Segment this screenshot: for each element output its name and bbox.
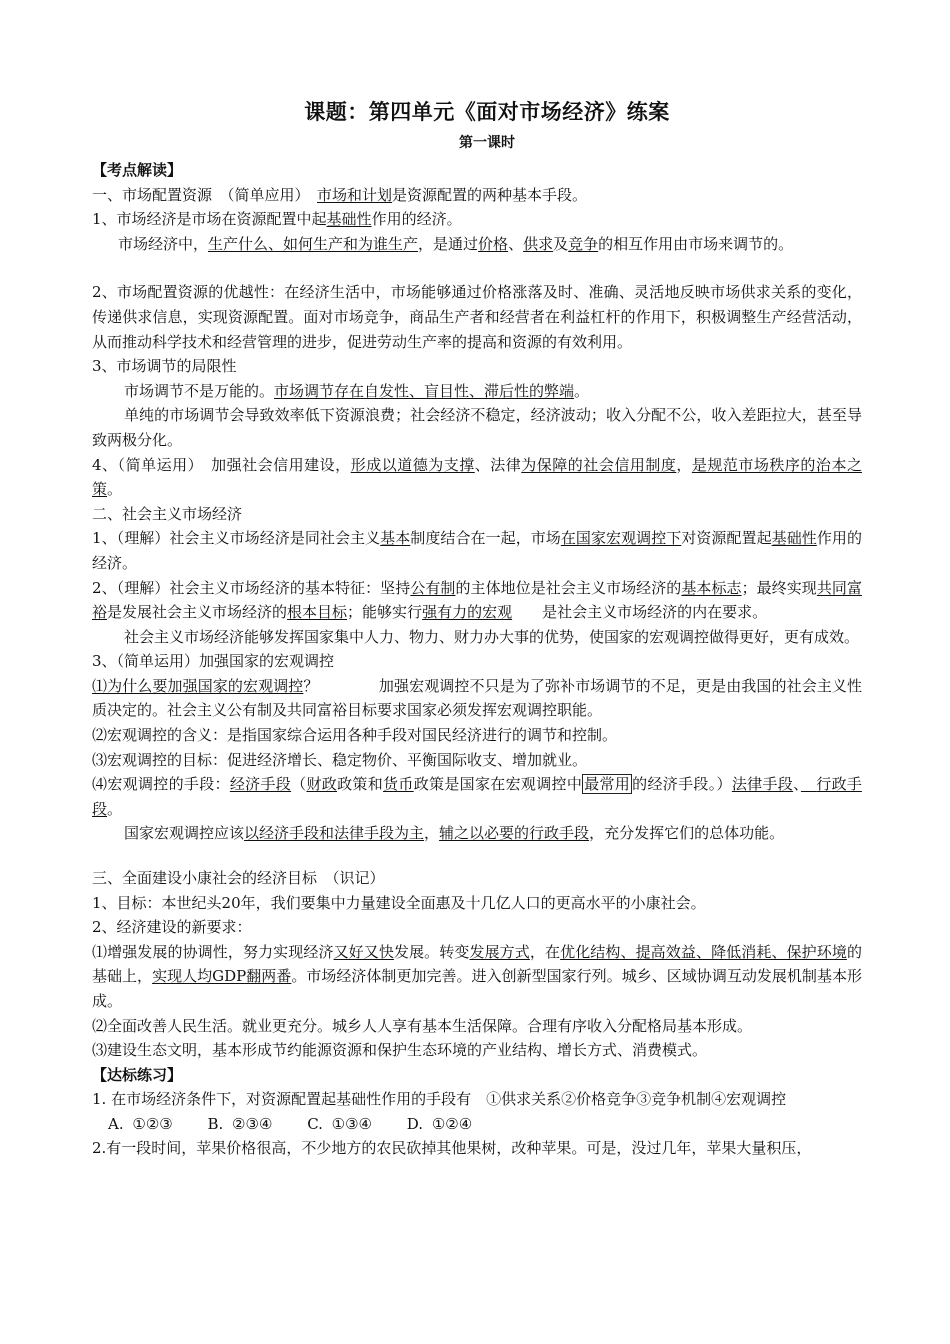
s1-point-3a: 市场调节不是万能的。市场调节存在自发性、盲目性、滞后性的弊端。 xyxy=(124,381,590,400)
s1-point-1b: 市场经济中，生产什么、如何生产和为谁生产，是通过价格、供求及竞争的相互作用由市场来调节的。 xyxy=(118,234,794,253)
option-b: B. ②③④ xyxy=(207,1114,273,1133)
section-2-heading: 二、社会主义市场经济 xyxy=(92,504,243,523)
dabiao-heading: 【达标练习】 xyxy=(92,1065,183,1084)
s2-point-3: 3、（简单运用）加强国家的宏观调控 xyxy=(92,652,335,671)
s1-point-3b: 单纯的市场调节会导致效率低下资源浪费；社会经济不稳定，经济波动；收入分配不公，收入差距拉大，甚至导致两极分化。 xyxy=(92,406,862,449)
boxed-term: 最常用 xyxy=(584,775,631,794)
s2-point-2b: 社会主义市场经济能够发挥国家集中人力、物力、财力办大事的优势，使国家的宏观调控做得更好，更有成效。 xyxy=(124,627,860,646)
s1-point-2: 2、市场配置资源的优越性：在经济生活中，市场能够通过价格涨落及时、准确、灵活地反映市场供求关系的变化，传递供求信息，实现资源配置。面对市场竞争，商品生产者和经营者在利益杠杆的作用下，积极调整生产经营活动，从而推动科学技术和经营管理的进步，促进劳动生产率的提高和资源的有效利用。 xyxy=(92,283,862,351)
s2-q4: ⑷宏观调控的手段：经济手段（财政政策和货币政策是国家在宏观调控中 最常用 的经济手段。）法律手段、 行政手段。 xyxy=(92,775,862,818)
s3-r3: ⑶建设生态文明，基本形成节约能源资源和保护生态环境的产业结构、增长方式、消费模式。 xyxy=(92,1041,708,1060)
s2-q5: 国家宏观调控应该以经济手段和法律手段为主，辅之以必要的行政手段，充分发挥它们的总体功能。 xyxy=(124,824,785,843)
s3-point-2: 2、经济建设的新要求： xyxy=(92,918,252,937)
exercise-1-options xyxy=(92,1112,862,1136)
s3-r1: ⑴增强发展的协调性，努力实现经济又好又快发展。转变发展方式，在优化结构、提高效益、降低消耗、保护环境的基础上，实现人均GDP翻两番。市场经济体制更加完善。进入创新型国家行列。城乡、区域协调互动发展机制基本形成。 xyxy=(92,942,862,1010)
page-title: 课题：第四单元《面对市场经济》练案 xyxy=(304,99,670,124)
exercise-1: 1. 在市场经济条件下，对资源配置起基础性作用的手段有 ①供求关系②价格竞争③竞争机制④宏观调控 xyxy=(92,1090,787,1109)
option-d: D. ①②④ xyxy=(406,1114,473,1133)
document-page xyxy=(92,96,862,1161)
option-c: C. ①③④ xyxy=(307,1114,373,1133)
s1-point-1: 1、市场经济是市场在资源配置中起基础性作用的经济。 xyxy=(92,210,462,229)
s2-point-1: 1、（理解）社会主义市场经济是同社会主义基本制度结合在一起，市场在国家宏观调控下对资源配置起基础性作用的经济。 xyxy=(92,529,862,572)
section-1-heading: 一、市场配置资源 （简单应用） 市场和计划是资源配置的两种基本手段。 xyxy=(92,185,588,204)
s1-point-4: 4、（简单运用） 加强社会信用建设，形成以道德为支撑、法律为保障的社会信用制度，是规范市场秩序的治本之策。 xyxy=(92,455,862,499)
exercise-2: 2.有一段时间，苹果价格很高，不少地方的农民砍掉其他果树，改种苹果。可是，没过几年，苹果大量积压， xyxy=(92,1138,812,1157)
page-subtitle: 第一课时 xyxy=(459,135,515,151)
s1-point-3: 3、市场调节的局限性 xyxy=(92,357,237,376)
s3-r2: ⑵全面改善人民生活。就业更充分。城乡人人享有基本生活保障。合理有序收入分配格局基本形成。 xyxy=(92,1016,753,1035)
section-3-heading: 三、全面建设小康社会的经济目标 （识记） xyxy=(92,869,385,888)
kaodian-heading: 【考点解读】 xyxy=(92,161,183,179)
s2-q2: ⑵宏观调控的含义：是指国家综合运用各种手段对国民经济进行的调节和控制。 xyxy=(92,726,618,745)
s2-q1: ⑴为什么要加强国家的宏观调控？ 加强宏观调控不只是为了弥补市场调节的不足，更是由我国的社会主义性质决定的。社会主义公有制及共同富裕目标要求国家必须发挥宏观调控职能。 xyxy=(92,676,862,720)
option-a: A. ①②③ xyxy=(108,1114,173,1133)
s2-q3: ⑶宏观调控的目标：促进经济增长、稳定物价、平衡国际收支、增加就业。 xyxy=(92,750,588,769)
s3-point-1: 1、目标：本世纪头20年，我们要集中力量建设全面惠及十几亿人口的更高水平的小康社会。 xyxy=(92,893,706,912)
s2-point-2: 2、（理解）社会主义市场经济的基本特征：坚持公有制的主体地位是社会主义市场经济的基本标志；最终实现共同富裕是发展社会主义市场经济的根本目标；能够实行强有力的宏观 是社会主义市场经济的内在要求。 xyxy=(92,578,862,622)
